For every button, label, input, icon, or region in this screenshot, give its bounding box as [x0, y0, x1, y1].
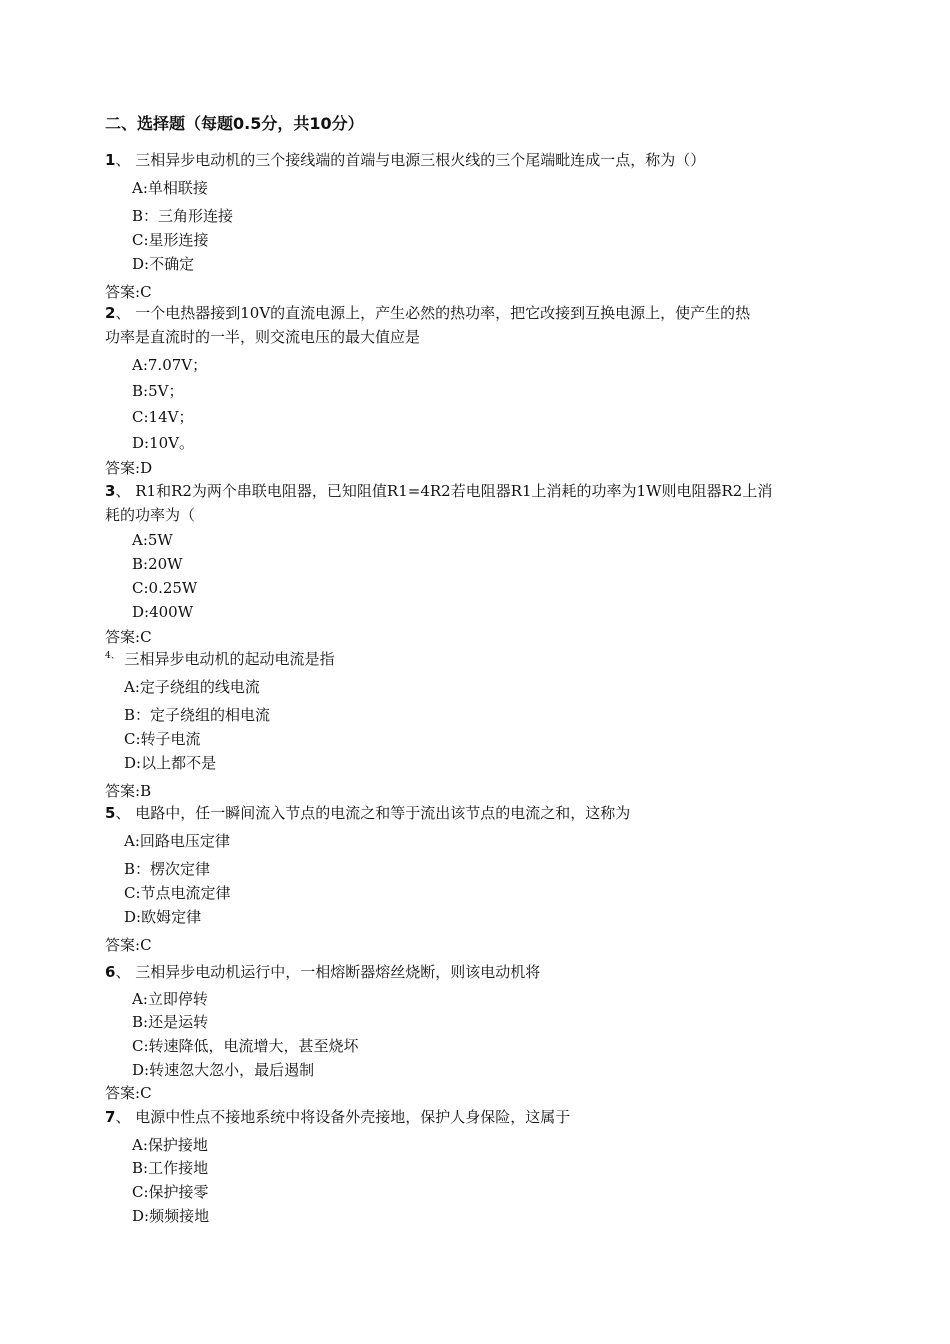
option-d: D:不确定	[132, 255, 195, 273]
question-number: 5	[105, 804, 116, 822]
question-2	[105, 303, 750, 323]
option-c: C:转子电流	[124, 730, 201, 748]
question-4	[105, 649, 335, 672]
answer-line	[105, 781, 151, 801]
question-3	[105, 481, 772, 501]
answer-value: C	[140, 1084, 152, 1102]
question-7	[105, 1107, 570, 1127]
option-b: B:5V；	[132, 382, 184, 400]
answer-line	[105, 282, 152, 302]
option-a: A:定子绕组的线电流	[124, 678, 260, 696]
answer-line	[105, 458, 152, 478]
option-d: D:以上都不是	[124, 754, 217, 772]
question-text: 电源中性点不接地系统中将设备外壳接地，保护人身保险，这属于	[135, 1108, 571, 1126]
question-separator: 、	[115, 963, 131, 981]
question-number: 6	[105, 963, 116, 981]
answer-line	[105, 627, 152, 647]
question-text-continued: 耗的功率为（	[105, 506, 196, 524]
option-d: D:10V。	[132, 434, 194, 452]
option-a: A:保护接地	[132, 1136, 208, 1154]
option-b: B:还是运转	[132, 1013, 209, 1031]
option-b: B:工作接地	[132, 1159, 209, 1177]
answer-label: 答案:	[105, 283, 141, 301]
option-c: C:14V；	[132, 408, 194, 426]
section-title: 二、选择题（每题0.5分，共10分）	[105, 114, 364, 133]
option-c: C:保护接零	[132, 1183, 209, 1201]
question-text: 三相异步电动机的三个接线端的首端与电源三根火线的三个尾端毗连成一点，称为（）	[135, 151, 706, 169]
option-a: A:立即停转	[132, 990, 208, 1008]
question-text: 电路中，任一瞬间流入节点的电流之和等于流出该节点的电流之和，这称为	[135, 804, 631, 822]
question-separator: 、	[115, 304, 131, 322]
question-number: 7	[105, 1108, 116, 1126]
option-a: A:5W	[132, 531, 173, 549]
question-separator: 、	[115, 482, 131, 500]
option-c: C:0.25W	[132, 579, 198, 597]
option-c: C:转速降低，电流增大，甚至烧坏	[132, 1037, 359, 1055]
question-text: 三相异步电动机运行中，一相熔断器熔丝烧断，则该电动机将	[135, 963, 541, 981]
answer-value: C	[140, 628, 152, 646]
question-separator: 、	[115, 151, 131, 169]
question-text: R1和R2为两个串联电阻器，已知阻值R1=4R2若电阻器R1上消耗的功率为1W则电阻器R2上消	[135, 482, 773, 500]
question-number: 1	[105, 151, 116, 169]
answer-label: 答案:	[105, 782, 141, 800]
question-number: 4、	[105, 651, 120, 661]
question-text-continued: 功率是直流时的一半，则交流电压的最大值应是	[105, 328, 421, 346]
option-a: A:回路电压定律	[124, 832, 230, 850]
question-separator: 、	[115, 1108, 131, 1126]
answer-label: 答案:	[105, 459, 141, 477]
question-text: 一个电热器接到10V的直流电源上，产生必然的热功率，把它改接到互换电源上，使产生的热	[135, 304, 751, 322]
option-d: D:400W	[132, 603, 194, 621]
question-text: 三相异步电动机的起动电流是指	[124, 650, 335, 668]
option-d: D:频频接地	[132, 1207, 210, 1225]
question-number: 3	[105, 482, 116, 500]
option-b: B：三角形连接	[132, 207, 234, 225]
answer-label: 答案:	[105, 628, 141, 646]
question-1	[105, 150, 705, 170]
question-5	[105, 803, 630, 823]
answer-label: 答案:	[105, 936, 141, 954]
option-a: A:单相联接	[132, 179, 208, 197]
answer-value: D	[140, 459, 153, 477]
option-c: C:节点电流定律	[124, 884, 231, 902]
option-b: B:20W	[132, 555, 183, 573]
question-number: 2	[105, 304, 116, 322]
question-6	[105, 962, 540, 982]
option-a: A:7.07V；	[132, 356, 208, 374]
answer-value: C	[140, 936, 152, 954]
option-d: D:欧姆定律	[124, 908, 202, 926]
answer-line	[105, 1083, 152, 1103]
answer-label: 答案:	[105, 1084, 141, 1102]
answer-value: B	[140, 782, 152, 800]
answer-line	[105, 935, 152, 955]
answer-value: C	[140, 283, 152, 301]
option-c: C:星形连接	[132, 231, 209, 249]
option-b: B：楞次定律	[124, 860, 211, 878]
option-d: D:转速忽大忽小，最后遏制	[132, 1061, 315, 1079]
question-separator: 、	[115, 804, 131, 822]
option-b: B：定子绕组的相电流	[124, 706, 271, 724]
